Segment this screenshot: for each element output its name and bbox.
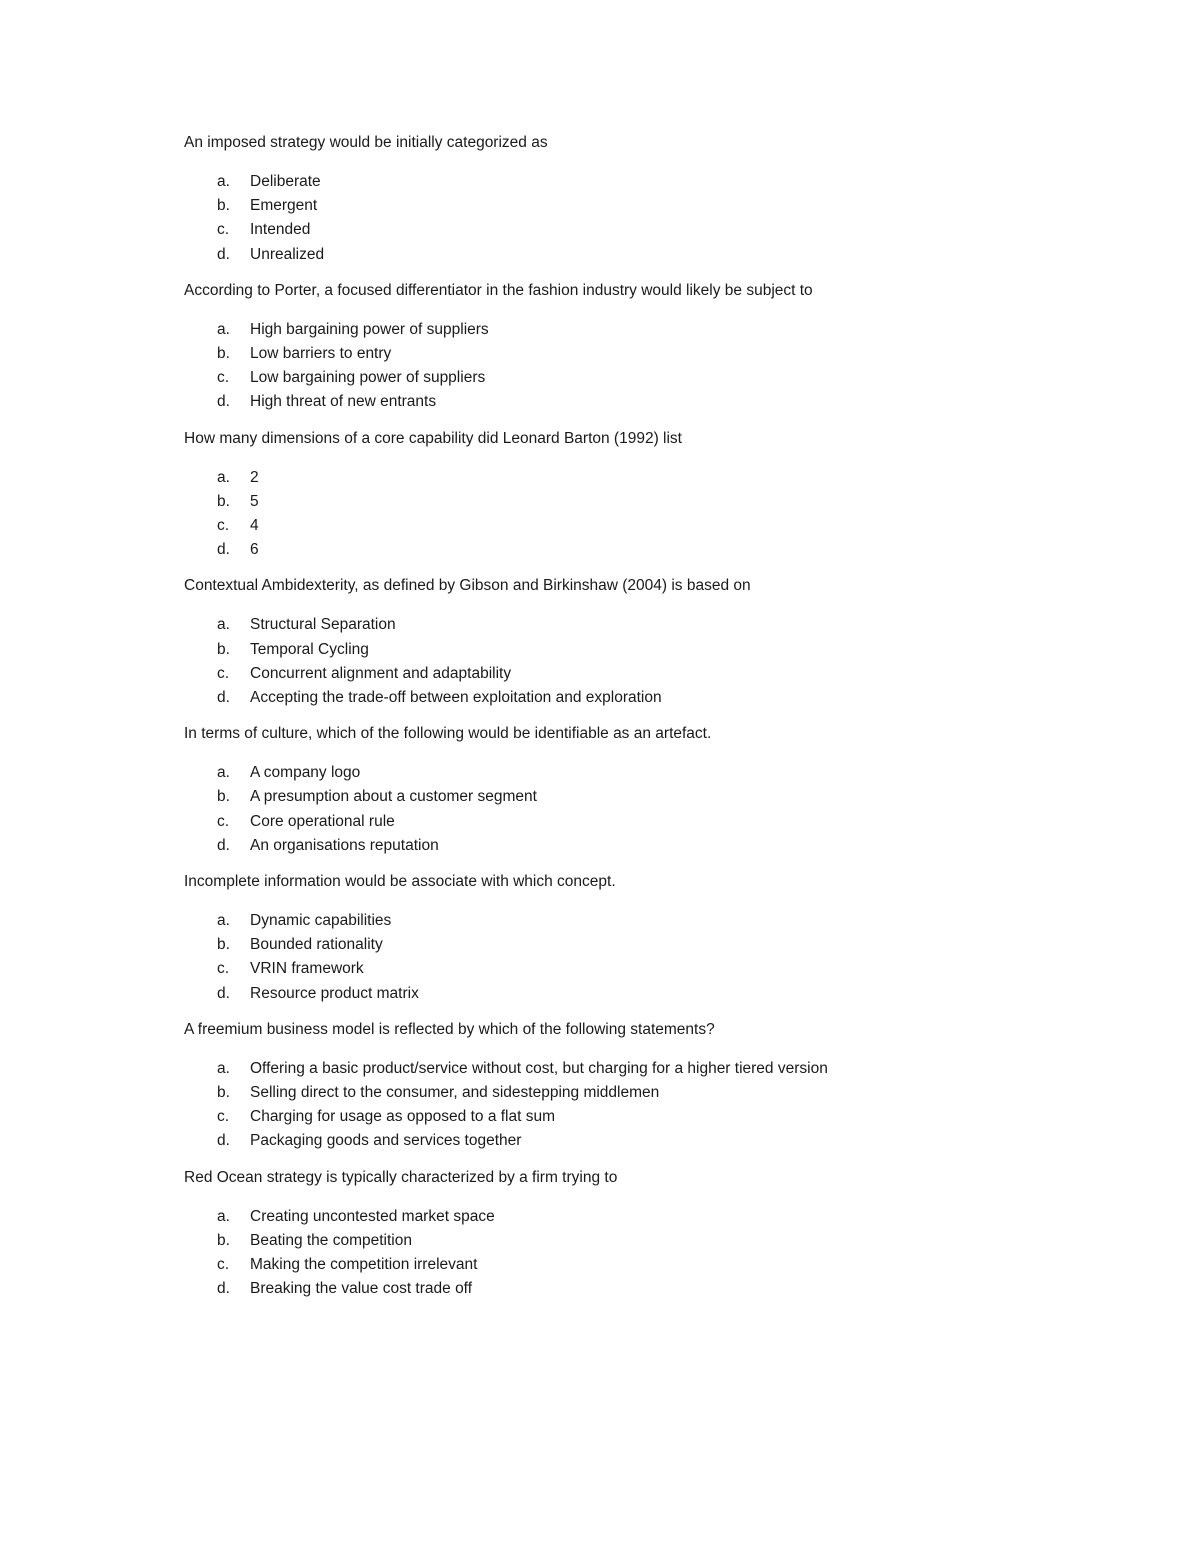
question-text: How many dimensions of a core capability did Leonard Barton (1992) list xyxy=(184,429,682,447)
question-text: An imposed strategy would be initially categorized as xyxy=(184,134,548,151)
option-letter: c. xyxy=(217,517,230,535)
option-letter: c. xyxy=(217,812,230,830)
option-text: Breaking the value cost trade off xyxy=(250,1280,473,1298)
option-letter: b. xyxy=(217,640,230,658)
option-text: 5 xyxy=(250,492,259,510)
option-letter: a. xyxy=(217,173,230,190)
option-text: 4 xyxy=(250,517,259,535)
question-block xyxy=(184,131,1084,267)
answer-options xyxy=(184,1057,1084,1154)
question-text: Red Ocean strategy is typically characterized by a firm trying to xyxy=(184,1168,618,1186)
option-text: Core operational rule xyxy=(250,812,395,830)
option-text: High threat of new entrants xyxy=(250,393,437,411)
option-letter: a. xyxy=(217,616,230,634)
answer-option xyxy=(184,1277,1084,1301)
option-letter: d. xyxy=(217,836,230,854)
answer-option xyxy=(184,785,1084,809)
answer-option xyxy=(184,613,1084,637)
option-letter: d. xyxy=(217,1132,230,1150)
answer-option xyxy=(184,170,1084,194)
question-list xyxy=(184,131,1084,1314)
option-text: 6 xyxy=(250,541,259,559)
option-letter: c. xyxy=(217,664,230,682)
option-text: Temporal Cycling xyxy=(250,640,369,658)
answer-option xyxy=(184,1229,1084,1253)
option-letter: d. xyxy=(217,393,230,411)
option-letter: b. xyxy=(217,788,230,806)
option-text: VRIN framework xyxy=(250,960,364,978)
option-letter: b. xyxy=(217,492,230,510)
answer-option xyxy=(184,834,1084,858)
option-letter: d. xyxy=(217,245,230,263)
option-text: Selling direct to the consumer, and sidestepping middlemen xyxy=(250,1084,660,1102)
option-text: An organisations reputation xyxy=(250,836,439,854)
option-letter: d. xyxy=(217,984,230,1002)
answer-option xyxy=(184,933,1084,957)
option-text: Low bargaining power of suppliers xyxy=(250,369,486,387)
answer-option xyxy=(184,1081,1084,1105)
answer-option xyxy=(184,514,1084,538)
option-letter: b. xyxy=(217,936,230,954)
option-letter: a. xyxy=(217,912,230,930)
option-letter: a. xyxy=(217,320,230,338)
option-text: Deliberate xyxy=(250,173,321,190)
question-text: Contextual Ambidexterity, as defined by Gibson and Birkinshaw (2004) is based on xyxy=(184,577,751,595)
answer-option xyxy=(184,982,1084,1006)
option-text: Charging for usage as opposed to a flat sum xyxy=(250,1108,556,1126)
option-text: Accepting the trade-off between exploitation and exploration xyxy=(250,689,662,707)
option-letter: d. xyxy=(217,541,230,559)
answer-option xyxy=(184,761,1084,785)
option-text: Creating uncontested market space xyxy=(250,1207,495,1225)
option-text: Unrealized xyxy=(250,245,325,263)
option-text: A presumption about a customer segment xyxy=(250,788,537,806)
answer-option xyxy=(184,194,1084,218)
question-text: Incomplete information would be associate with which concept. xyxy=(184,873,616,891)
answer-option xyxy=(184,810,1084,834)
option-text: Concurrent alignment and adaptability xyxy=(250,664,512,682)
answer-options xyxy=(184,170,1084,267)
option-text: High bargaining power of suppliers xyxy=(250,320,489,338)
answer-option xyxy=(184,538,1084,562)
option-text: Low barriers to entry xyxy=(250,345,392,363)
option-text: Beating the competition xyxy=(250,1231,412,1249)
option-text: 2 xyxy=(250,468,259,486)
answer-option xyxy=(184,957,1084,981)
answer-options xyxy=(184,466,1084,563)
option-text: Packaging goods and services together xyxy=(250,1132,522,1150)
answer-option xyxy=(184,662,1084,686)
answer-option xyxy=(184,490,1084,514)
question-block xyxy=(184,1018,1084,1154)
option-text: Resource product matrix xyxy=(250,984,419,1002)
option-letter: a. xyxy=(217,468,230,486)
question-block xyxy=(184,427,1084,563)
option-letter: b. xyxy=(217,345,230,363)
option-text: Emergent xyxy=(250,197,318,215)
option-letter: c. xyxy=(217,221,230,239)
answer-option xyxy=(184,1253,1084,1277)
option-letter: b. xyxy=(217,197,230,215)
option-letter: a. xyxy=(217,1059,230,1077)
answer-option xyxy=(184,366,1084,390)
answer-option xyxy=(184,638,1084,662)
option-text: Making the competition irrelevant xyxy=(250,1256,478,1274)
answer-option xyxy=(184,1105,1084,1129)
option-text: A company logo xyxy=(250,764,361,782)
question-block xyxy=(184,722,1084,858)
option-letter: d. xyxy=(217,1280,230,1298)
question-text: A freemium business model is reflected by which of the following statements? xyxy=(184,1020,715,1038)
answer-option xyxy=(184,686,1084,710)
answer-option xyxy=(184,390,1084,414)
answer-options xyxy=(184,613,1084,710)
option-letter: c. xyxy=(217,1108,230,1126)
option-letter: b. xyxy=(217,1231,230,1249)
question-text: According to Porter, a focused differentiator in the fashion industry would likely be subject to xyxy=(184,281,813,299)
answer-options xyxy=(184,318,1084,415)
option-letter: c. xyxy=(217,369,230,387)
answer-option xyxy=(184,466,1084,490)
option-text: Intended xyxy=(250,221,311,239)
answer-option xyxy=(184,1205,1084,1229)
option-text: Offering a basic product/service without cost, but charging for a higher tiered version xyxy=(250,1059,828,1077)
question-text: In terms of culture, which of the following would be identifiable as an artefact. xyxy=(184,725,712,743)
answer-options xyxy=(184,761,1084,858)
question-block xyxy=(184,574,1084,710)
answer-option xyxy=(184,1129,1084,1153)
option-letter: b. xyxy=(217,1084,230,1102)
question-block xyxy=(184,870,1084,1006)
answer-option xyxy=(184,243,1084,267)
answer-option xyxy=(184,1057,1084,1081)
option-text: Bounded rationality xyxy=(250,936,383,954)
answer-option xyxy=(184,342,1084,366)
question-block xyxy=(184,279,1084,415)
answer-option xyxy=(184,218,1084,242)
answer-options xyxy=(184,1205,1084,1302)
option-letter: a. xyxy=(217,1207,230,1225)
answer-options xyxy=(184,909,1084,1006)
option-text: Dynamic capabilities xyxy=(250,912,392,930)
option-text: Structural Separation xyxy=(250,616,396,634)
question-block xyxy=(184,1166,1084,1302)
option-letter: c. xyxy=(217,1256,230,1274)
option-letter: c. xyxy=(217,960,230,978)
option-letter: d. xyxy=(217,689,230,707)
option-letter: a. xyxy=(217,764,230,782)
answer-option xyxy=(184,909,1084,933)
answer-option xyxy=(184,318,1084,342)
